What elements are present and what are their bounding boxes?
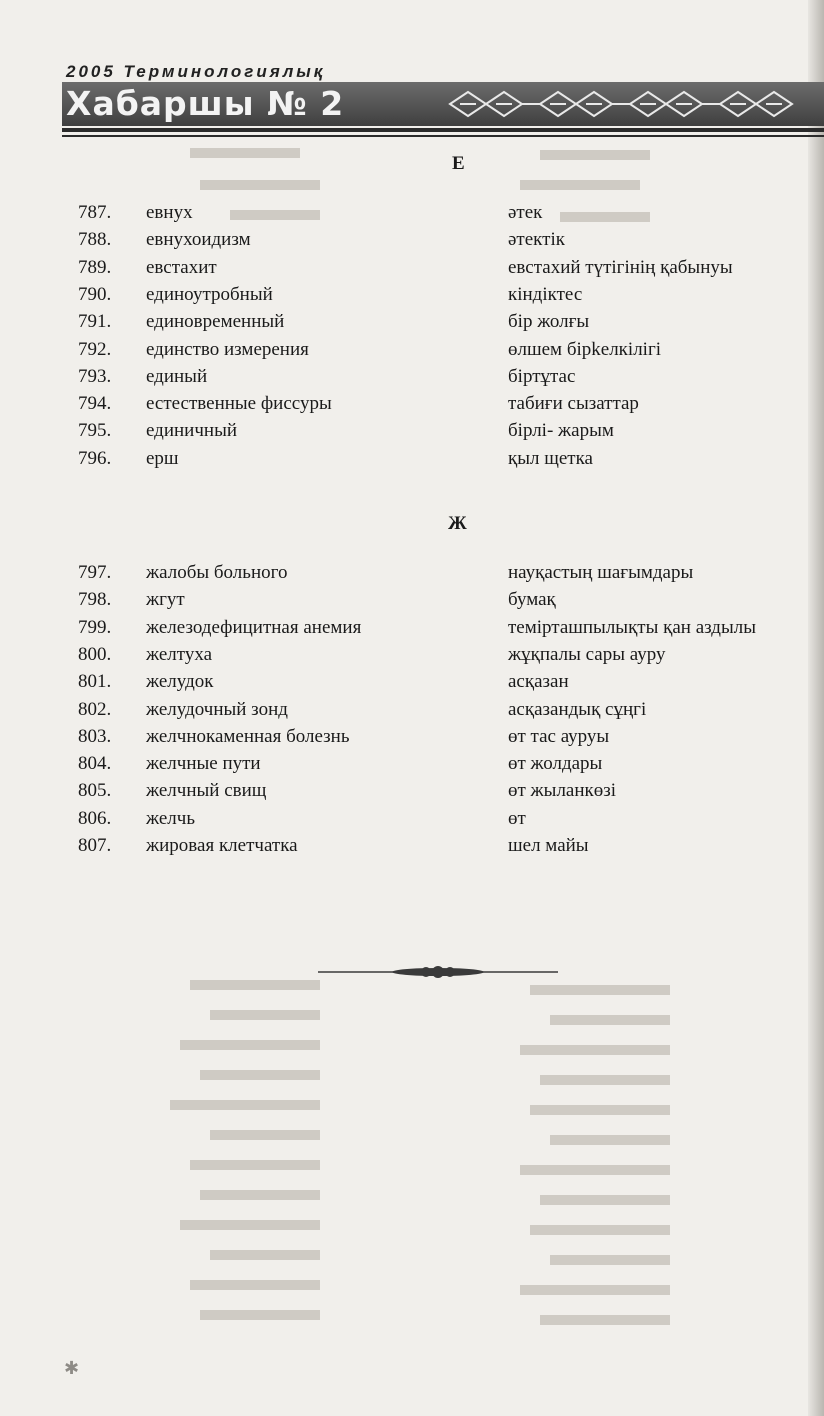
russian-term: единый: [146, 365, 208, 387]
term-entry: [0, 448, 824, 475]
entry-number: 797.: [78, 562, 112, 583]
kazakh-term: науқастың шағымдары: [508, 562, 694, 583]
entry-number: 796.: [78, 447, 112, 469]
russian-term: желтуха: [146, 643, 213, 665]
entry-number: 801.: [78, 671, 112, 693]
kazakh-term: бумақ: [508, 589, 556, 611]
russian-term: ерш: [146, 447, 179, 469]
header-rule-thin: [62, 135, 824, 137]
entry-number: 804.: [78, 753, 112, 775]
term-entry: [0, 780, 824, 807]
russian-term: железодефицитная анемия: [146, 616, 362, 638]
entry-number: 794.: [78, 393, 112, 415]
journal-subtitle: 2005 Терминологиялық: [66, 62, 326, 81]
term-entry: [0, 726, 824, 753]
kazakh-term: шел майы: [508, 835, 589, 856]
term-entry: [0, 835, 824, 862]
kazakh-term: өт: [508, 807, 526, 829]
ornamental-divider: [318, 962, 558, 982]
russian-term: единоутробный: [146, 283, 273, 305]
russian-term: евнух: [146, 202, 193, 223]
kazakh-term: қыл щетка: [508, 447, 593, 469]
russian-term: жгут: [146, 589, 185, 611]
kazakh-term: әтек: [508, 202, 543, 223]
section-letter-zh: Ж: [448, 513, 467, 534]
russian-term: жалобы больного: [146, 562, 288, 583]
russian-term: желудок: [146, 671, 214, 693]
russian-term: жировая клетчатка: [146, 835, 298, 856]
term-entry: [0, 202, 824, 229]
kazakh-term: евстахий түтігінің қабынуы: [508, 256, 733, 278]
russian-term: естественные фиссуры: [146, 393, 332, 415]
kazakh-term: біртұтас: [508, 365, 576, 387]
entry-number: 802.: [78, 698, 112, 720]
entry-number: 799.: [78, 616, 112, 638]
term-entry: [0, 257, 824, 284]
entry-number: 791.: [78, 311, 112, 333]
journal-header-bar: [62, 82, 824, 126]
kazakh-term: темірташпылықты қан аздылы: [508, 616, 756, 638]
kazakh-term: өт жыланкөзі: [508, 780, 617, 802]
entry-number: 795.: [78, 420, 112, 442]
russian-term: желчные пути: [146, 753, 261, 775]
entry-number: 789.: [78, 256, 112, 278]
kazakh-term: асқазан: [508, 671, 569, 693]
russian-term: единичный: [146, 420, 238, 442]
entry-number: 798.: [78, 589, 112, 611]
kazakh-term: бір жолғы: [508, 311, 590, 333]
russian-term: желчь: [146, 807, 196, 829]
term-entry: [0, 393, 824, 420]
page-corner-mark: ✱: [64, 1358, 80, 1378]
term-entry: [0, 808, 824, 835]
russian-term: единовременный: [146, 311, 285, 333]
russian-term: желчный свищ: [146, 780, 267, 802]
entry-number: 800.: [78, 643, 112, 665]
term-entry: [0, 589, 824, 616]
journal-title: Хабаршы № 2: [66, 84, 345, 123]
term-entry: [0, 644, 824, 671]
term-entry: [0, 420, 824, 447]
russian-term: евстахит: [146, 256, 217, 278]
russian-term: желчнокаменная болезнь: [146, 725, 350, 747]
kazakh-term: өт тас ауруы: [508, 725, 610, 747]
entry-number: 807.: [78, 835, 112, 856]
entry-number: 792.: [78, 338, 112, 360]
ornament-icon: [446, 88, 806, 120]
kazakh-term: әтектік: [508, 229, 565, 251]
entry-number: 787.: [78, 202, 112, 223]
entry-number: 805.: [78, 780, 112, 802]
russian-term: евнухоидизм: [146, 229, 251, 251]
entry-number: 793.: [78, 365, 112, 387]
entry-number: 788.: [78, 229, 112, 251]
term-entry: [0, 699, 824, 726]
term-entry: [0, 671, 824, 698]
kazakh-term: өлшем бірkелкілігі: [508, 338, 662, 360]
entry-number: 790.: [78, 283, 112, 305]
term-entry: [0, 617, 824, 644]
kazakh-term: жұқпалы сары ауру: [508, 643, 666, 665]
russian-term: желудочный зонд: [146, 698, 288, 720]
kazakh-term: өт жолдары: [508, 753, 603, 775]
term-entry: [0, 311, 824, 338]
kazakh-term: бірлі- жарым: [508, 420, 614, 442]
kazakh-term: асқазандық сұңгі: [508, 698, 647, 720]
term-entry: [0, 339, 824, 366]
entry-number: 803.: [78, 725, 112, 747]
term-entry: [0, 753, 824, 780]
term-entry: [0, 229, 824, 256]
term-entry: [0, 366, 824, 393]
russian-term: единство измерения: [146, 338, 309, 360]
kazakh-term: кіндіктес: [508, 283, 583, 305]
term-entry: [0, 284, 824, 311]
section-letter-e: Е: [452, 153, 465, 174]
term-entry: [0, 562, 824, 589]
kazakh-term: табиғи сызаттар: [508, 393, 639, 415]
entry-number: 806.: [78, 807, 112, 829]
header-rule: [62, 128, 824, 132]
